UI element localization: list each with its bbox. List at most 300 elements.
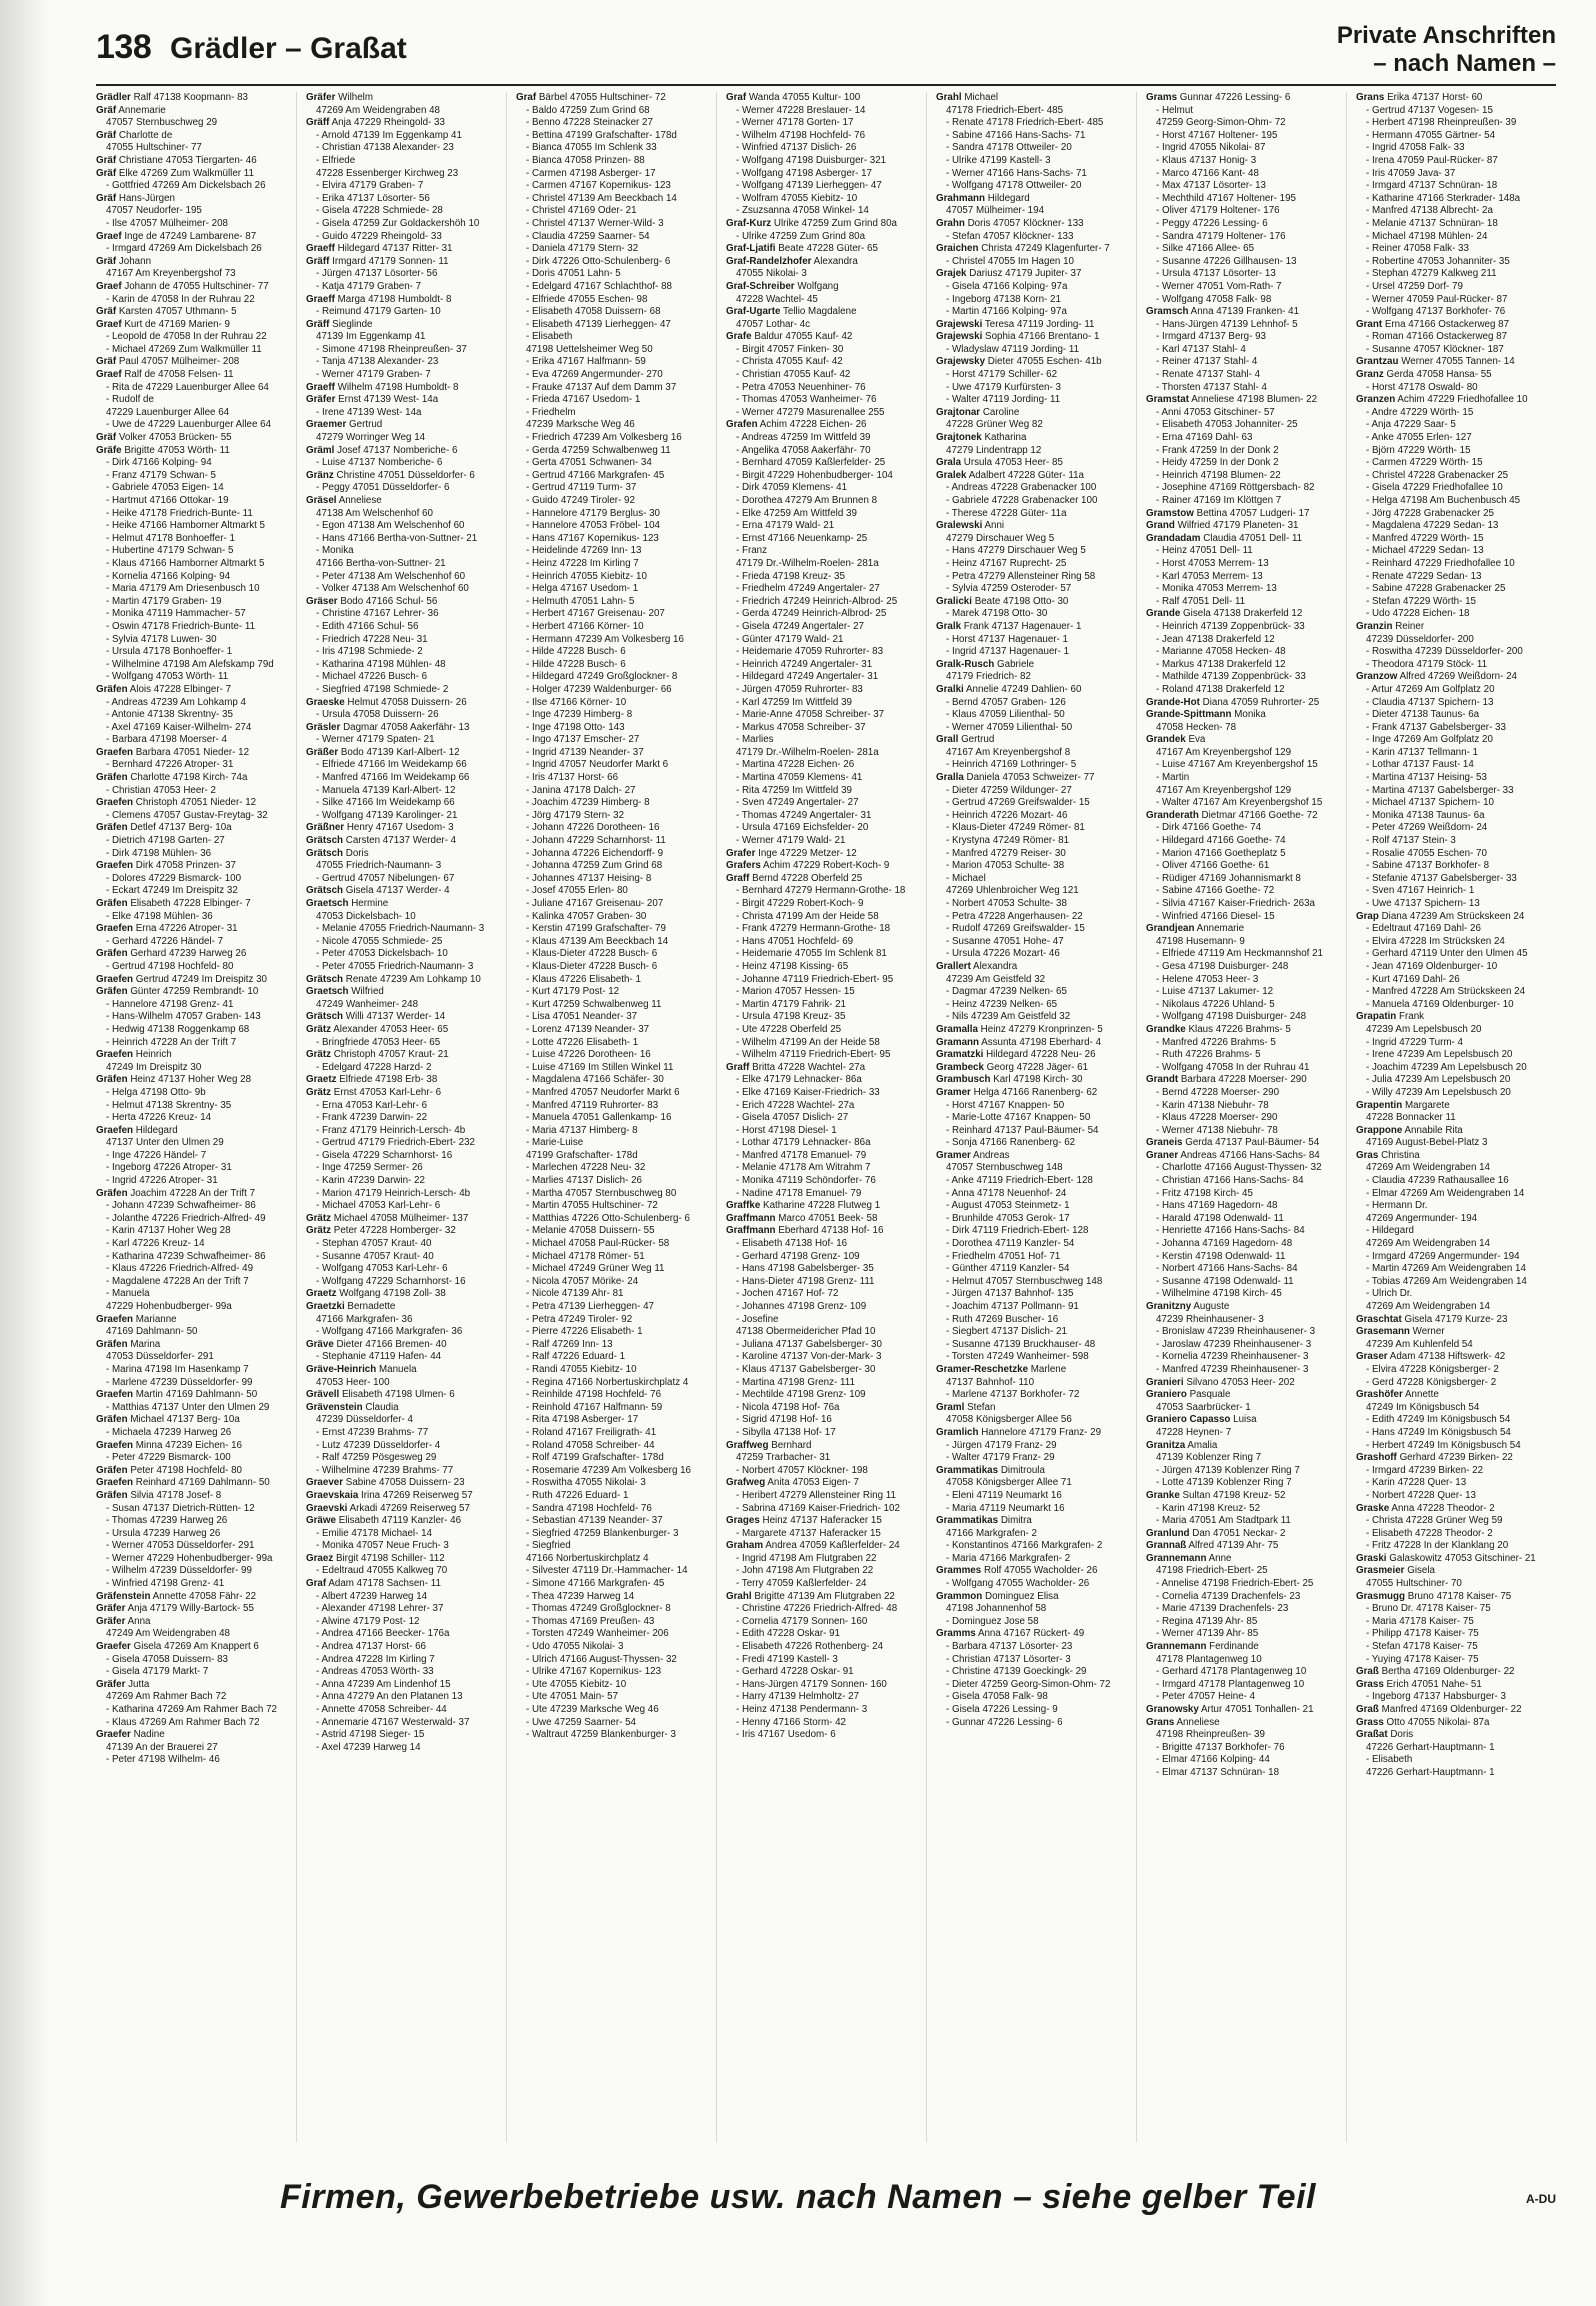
directory-entry (726, 1679, 926, 1692)
entry-surname: Graf (726, 92, 747, 103)
directory-entry (96, 1062, 296, 1075)
directory-entry (96, 1691, 296, 1704)
entry-details: - Andreas 47259 Im Wittfeld 39 (736, 432, 871, 444)
directory-entry (1146, 1200, 1346, 1213)
entry-details: - Iris 47137 Horst- 66 (526, 772, 619, 784)
directory-entry (96, 1339, 296, 1352)
entry-details: 47137 Bahnhof- 110 (946, 1376, 1035, 1388)
directory-entry (1146, 1603, 1346, 1616)
directory-entry (306, 168, 506, 181)
entry-details: - Stephan 47057 Kraut- 40 (316, 1238, 432, 1250)
entry-details: - Andreas 47239 Am Lohkamp 4 (106, 696, 246, 708)
entry-details: - Wilhelm 47119 Friedrich-Ebert- 95 (736, 1049, 891, 1061)
directory-entry (726, 243, 926, 256)
directory-entry (516, 1024, 716, 1037)
directory-entry (936, 835, 1136, 848)
directory-entry (726, 231, 926, 244)
directory-entry (1146, 294, 1346, 307)
entry-details: Bettina 47057 Ludgeri- 17 (1196, 507, 1310, 519)
directory-entry (96, 445, 296, 458)
entry-details: - Wilhelm 47199 An der Heide 58 (736, 1036, 880, 1048)
entry-details: - Peter 47138 Am Welschenhof 60 (316, 570, 466, 582)
entry-details: - Emilie 47178 Michael- 14 (316, 1527, 432, 1539)
entry-details: - Heinz 47239 Nelken- 65 (946, 998, 1058, 1010)
directory-entry (516, 470, 716, 483)
entry-details: Pasquale (1189, 1389, 1231, 1401)
directory-entry (726, 961, 926, 974)
directory-entry (516, 1427, 716, 1440)
directory-entry (96, 1364, 296, 1377)
entry-surname: Gräfer (96, 1678, 126, 1690)
directory-column-4 (726, 92, 927, 2142)
directory-entry (1356, 634, 1556, 647)
entry-details: - Klaus 47226 Friedrich-Alfred- 49 (106, 1263, 254, 1275)
entry-details: - Günter 47179 Wald- 21 (736, 633, 844, 645)
entry-details: - Luise 47169 Im Stillen Winkel 11 (526, 1061, 674, 1073)
directory-entry (936, 1528, 1136, 1541)
directory-entry (96, 1591, 296, 1604)
entry-details: 47058 Königsberger Allee 56 (946, 1414, 1072, 1426)
entry-surname: Grammon (936, 1590, 983, 1602)
directory-entry (936, 218, 1136, 231)
directory-entry (936, 1691, 1136, 1704)
entry-details: Annemarie (1196, 923, 1245, 935)
entry-surname: Graß (1356, 1704, 1379, 1715)
directory-entry (516, 419, 716, 432)
directory-entry (726, 1276, 926, 1289)
directory-entry (306, 1288, 506, 1301)
directory-entry (726, 759, 926, 772)
directory-entry (936, 306, 1136, 319)
entry-details: - Karl 47226 Kreuz- 14 (106, 1238, 205, 1250)
entry-details: - Guido 47249 Tiroler- 92 (526, 495, 635, 506)
directory-entry (1356, 986, 1556, 999)
entry-details: - Heinz 47167 Ruprecht- 25 (946, 557, 1067, 569)
directory-entry (96, 1150, 296, 1163)
entry-details: - Lothar 47137 Faust- 14 (1366, 759, 1474, 771)
entry-details: - Hartmut 47166 Ottokar- 19 (106, 495, 229, 506)
entry-details: - Ursula 47198 Kreuz- 35 (736, 1011, 846, 1023)
directory-entry (516, 1112, 716, 1125)
directory-entry (306, 671, 506, 684)
entry-details: 47226 Gerhart-Hauptmann- 1 (1366, 1766, 1495, 1778)
directory-entry (306, 1137, 506, 1150)
entry-details: - Marie-Anne 47058 Schreiber- 37 (736, 709, 885, 721)
entry-details: - Lutz 47239 Düsseldorfer- 4 (316, 1439, 441, 1451)
entry-surname: Graetsch (306, 986, 349, 998)
directory-entry (726, 747, 926, 760)
entry-details: - Manuela (106, 1288, 150, 1300)
directory-entry (1356, 1364, 1556, 1377)
directory-entry (96, 1011, 296, 1024)
entry-details: 47055 Hultschiner- 77 (106, 142, 202, 154)
directory-entry (936, 697, 1136, 710)
entry-details: 47179 Dr.-Wilhelm-Roelen- 281a (736, 746, 879, 758)
entry-surname: Graeff (306, 293, 335, 305)
entry-details: Wolfgang 47198 Zoll- 38 (339, 1288, 446, 1300)
entry-details: 47057 Lothar- 4c (736, 318, 811, 330)
directory-entry (1356, 306, 1556, 319)
entry-details: Gertrud (961, 734, 995, 746)
entry-details: - Werner 47179 Graben- 7 (316, 369, 431, 381)
entry-details: - Wolfgang 47198 Duisburger- 321 (736, 154, 887, 166)
entry-details: - Günther 47119 Kanzler- 54 (946, 1263, 1070, 1275)
entry-surname: Grafers (726, 860, 761, 872)
entry-details: - Max 47137 Lösorter- 13 (1156, 180, 1266, 192)
entry-details: - Robertine 47053 Johanniter- 35 (1366, 255, 1510, 267)
directory-entry (96, 911, 296, 924)
entry-details: Daniela 47053 Schweizer- 77 (966, 772, 1095, 784)
entry-details: - Birgit 47229 Robert-Koch- 9 (736, 898, 864, 909)
directory-entry (96, 747, 296, 760)
entry-details: - Martin 47179 Graben- 19 (106, 595, 222, 607)
directory-entry (306, 1150, 506, 1163)
entry-details: - Sebastian 47139 Neander- 37 (526, 1515, 663, 1527)
entry-details: Elisabeth 47119 Kanzler- 46 (338, 1515, 462, 1527)
entry-surname: Grasmeier (1356, 1565, 1405, 1577)
directory-entry (1356, 697, 1556, 710)
entry-details: - Sven 47249 Angertaler- 27 (736, 797, 859, 809)
entry-details: - Maria 47137 Himberg- 8 (526, 1124, 638, 1136)
entry-details: - Melanie 47178 Am Witrahm 7 (736, 1162, 871, 1174)
directory-entry (726, 533, 926, 546)
directory-entry (1356, 1515, 1556, 1528)
directory-entry (306, 1440, 506, 1453)
entry-details: - Elisabeth 47226 Rothenberg- 24 (736, 1641, 884, 1653)
entry-details: Christoph 47051 Nieder- 12 (135, 797, 257, 809)
directory-entry (516, 697, 716, 710)
directory-entry (306, 1238, 506, 1251)
directory-entry (1356, 1452, 1556, 1465)
directory-entry (936, 193, 1136, 206)
entry-surname: Graefer (96, 1729, 131, 1741)
entry-details: - Rainer 47169 Im Klöttgen 7 (1156, 495, 1282, 506)
directory-entry (516, 1503, 716, 1516)
entry-details: 47167 Am Kreyenbergshof 129 (1156, 746, 1292, 758)
entry-details: - Thomas 47169 Preußen- 43 (526, 1615, 655, 1627)
entry-details: Doris (345, 847, 369, 859)
directory-entry (1146, 281, 1346, 294)
entry-details: - Heinrich 47198 Blumen- 22 (1156, 469, 1281, 481)
directory-entry (306, 986, 506, 999)
directory-entry (516, 1402, 716, 1415)
directory-entry (1356, 1490, 1556, 1503)
entry-details: 47167 Am Kreyenbergshof 8 (946, 746, 1071, 758)
entry-details: - Iris 47198 Schmiede- 2 (316, 646, 423, 658)
entry-details: - Irene 47239 Am Lepelsbusch 20 (1366, 1049, 1513, 1061)
entry-details: Anita 47053 Eigen- 7 (767, 1477, 859, 1489)
entry-details: - Horst 47167 Holtener- 195 (1156, 129, 1278, 141)
entry-details: - Manfred 47226 Brahms- 5 (1156, 1036, 1276, 1048)
entry-details: - Clemens 47057 Gustav-Freytag- 32 (106, 809, 268, 821)
directory-entry (1146, 1402, 1346, 1415)
entry-details: - Jean 47138 Drakerfeld 12 (1156, 633, 1275, 645)
directory-entry (1146, 407, 1346, 420)
entry-details: - Elke 47259 Am Wittfeld 39 (736, 507, 857, 519)
directory-entry (1146, 369, 1346, 382)
entry-surname: Graefen (96, 1389, 134, 1401)
entry-details: Achim 47229 Friedhofallee 10 (1397, 394, 1528, 406)
entry-details: - Inge 47198 Otto- 143 (526, 721, 625, 733)
directory-entry (1356, 1137, 1556, 1150)
entry-details: 47249 Am Weidengraben 48 (106, 1628, 231, 1640)
directory-entry (1146, 1679, 1346, 1692)
directory-entry (726, 180, 926, 193)
directory-entry (516, 1465, 716, 1478)
entry-details: Volker 47053 Brücken- 55 (118, 432, 232, 444)
directory-entry (1146, 205, 1346, 218)
directory-entry (936, 747, 1136, 760)
entry-details: - Helene 47053 Heer- 3 (1156, 973, 1259, 985)
directory-entry (726, 1162, 926, 1175)
directory-entry (306, 608, 506, 621)
directory-entry (306, 130, 506, 143)
entry-details: - Josef 47055 Erlen- 80 (526, 885, 628, 897)
entry-details: - Marlene 47137 Borkhofer- 72 (946, 1389, 1080, 1401)
entry-details: - Werner 47059 Paul-Rücker- 87 (1366, 293, 1508, 305)
directory-entry (726, 1641, 926, 1654)
entry-details: Annabile Rita (1404, 1124, 1463, 1136)
directory-entry (1146, 1553, 1346, 1566)
directory-entry (1356, 243, 1556, 256)
entry-details: - Horst 47178 Oswald- 80 (1366, 381, 1478, 393)
directory-entry (726, 130, 926, 143)
directory-entry (516, 558, 716, 571)
directory-entry (306, 1326, 506, 1339)
directory-entry (96, 1251, 296, 1264)
directory-entry (516, 281, 716, 294)
directory-entry (1356, 1200, 1556, 1213)
entry-details: Jutta (128, 1678, 150, 1690)
entry-surname: Gräve (306, 1338, 334, 1350)
directory-entry (516, 1011, 716, 1024)
directory-entry (96, 860, 296, 873)
directory-entry (516, 1288, 716, 1301)
entry-details: - Katharina 47239 Schwafheimer- 86 (106, 1250, 266, 1262)
entry-details: Eberhard 47138 Hof- 16 (778, 1225, 884, 1237)
entry-details: - Andreas 47053 Wörth- 33 (316, 1666, 434, 1678)
directory-entry (1356, 734, 1556, 747)
entry-details: 47053 Heer- 100 (316, 1376, 390, 1388)
entry-details: 47058 Königsberger Allee 71 (946, 1477, 1072, 1489)
entry-details: - Susanne 47051 Hohe- 47 (946, 935, 1064, 947)
directory-entry (96, 684, 296, 697)
directory-entry (1146, 571, 1346, 584)
directory-entry (936, 281, 1136, 294)
entry-details: - Nicole 47139 Ahr- 81 (526, 1288, 624, 1300)
directory-entry (96, 1175, 296, 1188)
directory-entry (1356, 520, 1556, 533)
directory-entry (1356, 1288, 1556, 1301)
directory-entry (306, 722, 506, 735)
directory-entry (1356, 1049, 1556, 1062)
entry-details: - Bianca 47055 Im Schlenk 33 (526, 142, 657, 154)
entry-details: - Wilhelm 47239 Düsseldorfer- 99 (106, 1565, 252, 1577)
directory-entry (936, 772, 1136, 785)
directory-entry (306, 1389, 506, 1402)
entry-surname: Gralicki (936, 595, 972, 607)
directory-entry (516, 1591, 716, 1604)
entry-details: - Cornelia 47179 Sonnen- 160 (736, 1615, 868, 1627)
entry-surname: Graf (516, 92, 537, 103)
entry-details: Helga 47166 Ranenberg- 62 (973, 1086, 1098, 1098)
entry-details: - Reimund 47179 Garten- 10 (316, 306, 441, 318)
entry-details: - Manfred 47239 Rheinhausener- 3 (1156, 1363, 1309, 1375)
entry-details: - Dolores 47229 Bismarck- 100 (106, 872, 242, 884)
entry-details: 47198 Uettelsheimer Weg 50 (526, 343, 653, 355)
entry-details: - Stefan 47229 Wörth- 15 (1366, 595, 1477, 607)
directory-entry (96, 1503, 296, 1516)
directory-entry (516, 533, 716, 546)
directory-entry (306, 1263, 506, 1276)
entry-surname: Grävell (306, 1389, 340, 1401)
directory-entry (936, 495, 1136, 508)
directory-entry (1146, 1528, 1346, 1541)
directory-entry (96, 1616, 296, 1629)
entry-details: 47259 Georg-Simon-Ohm- 72 (1156, 117, 1286, 129)
directory-entry (516, 394, 716, 407)
entry-details: - Sabine 47137 Borkhofer- 8 (1366, 860, 1490, 872)
entry-details: - Heinz 47198 Kissing- 65 (736, 960, 849, 972)
directory-entry (1356, 848, 1556, 861)
directory-entry (516, 193, 716, 206)
entry-details: Barbara 47228 Moerser- 290 (1180, 1074, 1307, 1086)
directory-entry (1146, 382, 1346, 395)
directory-entry (936, 1465, 1136, 1478)
entry-details: Marianne (135, 1313, 177, 1325)
directory-entry (96, 1490, 296, 1503)
entry-details: 47198 Friedrich-Ebert- 25 (1156, 1565, 1268, 1577)
entry-details: 47228 Wachtel- 45 (736, 293, 818, 305)
entry-details: 47055 Hultschiner- 70 (1366, 1578, 1462, 1590)
entry-details: - Lotte 47139 Koblenzer Ring 7 (1156, 1477, 1292, 1489)
entry-details: - Heinz 47138 Pendermann- 3 (736, 1704, 868, 1715)
directory-entry (726, 1528, 926, 1541)
entry-details: - Erich 47228 Wachtel- 27a (736, 1099, 855, 1111)
directory-entry (726, 1477, 926, 1490)
directory-entry (936, 432, 1136, 445)
entry-details: - Wladyslaw 47119 Jording- 11 (946, 343, 1080, 355)
entry-details: - Heidelinde 47269 Inn- 13 (526, 545, 642, 557)
entry-surname: Gräwe (306, 1515, 336, 1527)
directory-entry (96, 92, 296, 105)
entry-surname: Granieri (1146, 1376, 1184, 1388)
entry-details: - Dieter 47259 Georg-Simon-Ohm- 72 (946, 1678, 1111, 1690)
entry-details: - Doris 47051 Lahn- 5 (526, 268, 621, 280)
directory-entry (936, 822, 1136, 835)
directory-entry (936, 168, 1136, 181)
entry-details: Erich 47051 Nahe- 51 (1386, 1678, 1482, 1690)
directory-entry (516, 1389, 716, 1402)
directory-entry (96, 1553, 296, 1566)
entry-details: Gerhard 47239 Birken- 22 (1399, 1452, 1513, 1464)
entry-details: - Helmuth 47051 Lahn- 5 (526, 595, 635, 607)
entry-details: - Marina 47198 Im Hasenkamp 7 (106, 1363, 249, 1375)
directory-entry (726, 1377, 926, 1390)
entry-details: Dimitroula (1000, 1464, 1045, 1476)
directory-entry (516, 747, 716, 760)
directory-entry (936, 948, 1136, 961)
directory-entry (726, 1591, 926, 1604)
entry-details: - August 47053 Steinmetz- 1 (946, 1200, 1070, 1212)
directory-entry (936, 1440, 1136, 1453)
directory-entry (726, 1288, 926, 1301)
entry-surname: Grävenstein (306, 1401, 363, 1413)
directory-entry (936, 130, 1136, 143)
entry-details: - Martina 47228 Eichen- 26 (736, 759, 855, 771)
directory-entry (936, 1175, 1136, 1188)
directory-entry (936, 92, 1136, 105)
entry-surname: Graf-Ljatifi (726, 243, 776, 255)
entry-details: - Irmgard 47239 Birken- 22 (1366, 1464, 1484, 1476)
directory-entry (96, 193, 296, 206)
entry-surname: Gralk (936, 620, 962, 632)
directory-column-3 (516, 92, 717, 2142)
entry-details: - Roswitha 47055 Nikolai- 3 (526, 1477, 646, 1489)
entry-surname: Gräfer (96, 1615, 126, 1627)
directory-entry (1146, 1062, 1346, 1075)
entry-details: - Annelise 47198 Friedrich-Ebert- 25 (1156, 1578, 1314, 1590)
directory-entry (1146, 772, 1346, 785)
directory-entry (936, 1402, 1136, 1415)
entry-details: - Sabine 47166 Hans-Sachs- 71 (946, 129, 1086, 141)
directory-entry (726, 1125, 926, 1138)
directory-entry (1146, 193, 1346, 206)
entry-details: - Maria 47178 Kaiser- 75 (1366, 1615, 1474, 1627)
entry-details: - Stefan 47178 Kaiser- 75 (1366, 1641, 1478, 1653)
entry-surname: Grätz (306, 1212, 332, 1224)
entry-details: - Gisela 47179 Markt- 7 (106, 1666, 209, 1678)
directory-entry (516, 1679, 716, 1692)
entry-details: - Sabine 47228 Grabenacker 25 (1366, 583, 1506, 595)
entry-surname: Grajek (936, 268, 967, 280)
directory-entry (306, 1528, 506, 1541)
entry-details: 47239 Am Geistfeld 32 (946, 973, 1046, 985)
entry-details: - Gerhard 47228 Oskar- 91 (736, 1666, 854, 1678)
directory-entry (96, 1389, 296, 1402)
directory-entry (516, 646, 716, 659)
directory-entry (936, 684, 1136, 697)
entry-details: Dagmar 47058 Aakerfähr- 13 (343, 721, 470, 733)
directory-entry (516, 1049, 716, 1062)
entry-details: - Karin 47239 Darwin- 22 (316, 1175, 425, 1187)
directory-entry (1146, 1565, 1346, 1578)
entry-details: - Marion 47179 Heinrich-Lersch- 4b (316, 1187, 471, 1199)
directory-entry (516, 520, 716, 533)
directory-entry (306, 545, 506, 558)
entry-details: Hannelore 47179 Franz- 29 (981, 1426, 1102, 1438)
entry-details: - Ruth 47226 Eduard- 1 (526, 1489, 629, 1501)
directory-entry (726, 936, 926, 949)
directory-entry (1146, 92, 1346, 105)
directory-entry (96, 1515, 296, 1528)
directory-entry (726, 1389, 926, 1402)
entry-surname: Grass (1356, 1678, 1384, 1690)
entry-details: - Marie 47139 Drachenfels- 23 (1156, 1603, 1289, 1615)
directory-entry (96, 671, 296, 684)
entry-details: - Michael (946, 872, 986, 884)
entry-details: - Peggy 47051 Düsseldorfer- 6 (316, 482, 450, 494)
directory-entry (936, 419, 1136, 432)
entry-details: - Erika 47137 Lösorter- 56 (316, 192, 430, 204)
directory-entry (726, 848, 926, 861)
entry-details: - Gerhard 47178 Plantagenweg 10 (1156, 1666, 1307, 1678)
directory-entry (306, 281, 506, 294)
directory-entry (1356, 1414, 1556, 1427)
entry-surname: Grallert (936, 960, 971, 972)
directory-entry (1146, 231, 1346, 244)
entry-details: - Carmen 47198 Asberger- 17 (526, 167, 656, 179)
